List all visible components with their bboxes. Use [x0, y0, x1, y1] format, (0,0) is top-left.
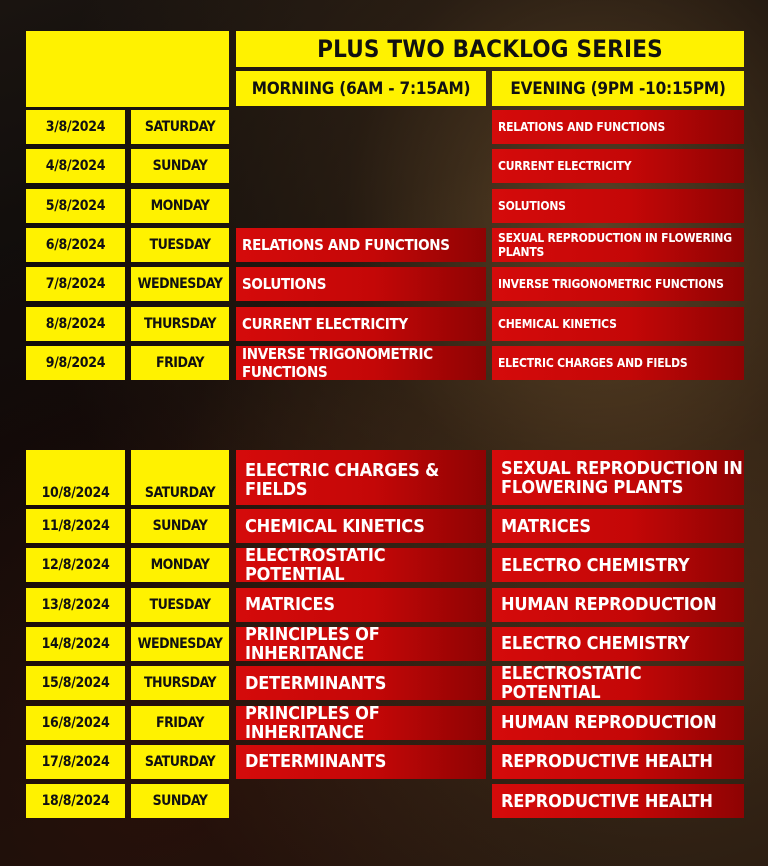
morning-subject: DETERMINANTS: [236, 745, 486, 779]
day-cell: WEDNESDAY: [131, 267, 229, 301]
day-cell: SUNDAY: [131, 149, 229, 183]
evening-subject: REPRODUCTIVE HEALTH: [492, 745, 744, 779]
day-cell: WEDNESDAY: [131, 627, 229, 661]
evening-subject: CURRENT ELECTRICITY: [492, 149, 744, 183]
day-cell: SATURDAY: [131, 110, 229, 144]
day-cell: FRIDAY: [131, 706, 229, 740]
morning-subject: INVERSE TRIGONOMETRIC FUNCTIONS: [236, 346, 486, 380]
day-cell: SUNDAY: [131, 784, 229, 818]
morning-subject: MATRICES: [236, 588, 486, 622]
date-cell: 12/8/2024: [26, 548, 125, 582]
date-cell: 4/8/2024: [26, 149, 125, 183]
date-cell: 7/8/2024: [26, 267, 125, 301]
day-cell: SUNDAY: [131, 509, 229, 543]
day-cell: TUESDAY: [131, 228, 229, 262]
evening-subject: ELECTROSTATIC POTENTIAL: [492, 666, 744, 700]
evening-column-header: EVENING (9PM -10:15PM): [492, 71, 744, 106]
morning-subject: ELECTROSTATIC POTENTIAL: [236, 548, 486, 582]
date-cell: 6/8/2024: [26, 228, 125, 262]
date-cell: 16/8/2024: [26, 706, 125, 740]
date-cell: 10/8/2024: [26, 450, 125, 505]
evening-subject: ELECTRO CHEMISTRY: [492, 548, 744, 582]
evening-subject: RELATIONS AND FUNCTIONS: [492, 110, 744, 144]
date-cell: 9/8/2024: [26, 346, 125, 380]
day-cell: THURSDAY: [131, 666, 229, 700]
date-cell: 14/8/2024: [26, 627, 125, 661]
evening-subject: INVERSE TRIGONOMETRIC FUNCTIONS: [492, 267, 744, 301]
morning-subject: PRINCIPLES OF INHERITANCE: [236, 627, 486, 661]
day-cell: TUESDAY: [131, 588, 229, 622]
date-cell: 13/8/2024: [26, 588, 125, 622]
evening-subject: ELECTRO CHEMISTRY: [492, 627, 744, 661]
day-cell: FRIDAY: [131, 346, 229, 380]
evening-subject: SOLUTIONS: [492, 189, 744, 223]
date-cell: 15/8/2024: [26, 666, 125, 700]
evening-subject: CHEMICAL KINETICS: [492, 307, 744, 341]
morning-subject: DETERMINANTS: [236, 666, 486, 700]
evening-subject: SEXUAL REPRODUCTION IN FLOWERING PLANTS: [492, 228, 744, 262]
page-title: PLUS TWO BACKLOG SERIES: [236, 31, 744, 67]
evening-subject: REPRODUCTIVE HEALTH: [492, 784, 744, 818]
day-cell: SATURDAY: [131, 450, 229, 505]
date-cell: 18/8/2024: [26, 784, 125, 818]
evening-subject: HUMAN REPRODUCTION: [492, 706, 744, 740]
morning-column-header: MORNING (6AM - 7:15AM): [236, 71, 486, 106]
morning-subject: SOLUTIONS: [236, 267, 486, 301]
date-cell: 17/8/2024: [26, 745, 125, 779]
date-cell: 8/8/2024: [26, 307, 125, 341]
date-cell: 5/8/2024: [26, 189, 125, 223]
morning-subject: ELECTRIC CHARGES & FIELDS: [236, 450, 486, 505]
evening-subject: SEXUAL REPRODUCTION IN FLOWERING PLANTS: [492, 450, 744, 505]
evening-subject: ELECTRIC CHARGES AND FIELDS: [492, 346, 744, 380]
date-cell: 3/8/2024: [26, 110, 125, 144]
day-cell: MONDAY: [131, 548, 229, 582]
day-cell: SATURDAY: [131, 745, 229, 779]
morning-subject: PRINCIPLES OF INHERITANCE: [236, 706, 486, 740]
corner-block: [26, 31, 229, 107]
date-cell: 11/8/2024: [26, 509, 125, 543]
morning-subject: CURRENT ELECTRICITY: [236, 307, 486, 341]
morning-subject: CHEMICAL KINETICS: [236, 509, 486, 543]
morning-subject: RELATIONS AND FUNCTIONS: [236, 228, 486, 262]
day-cell: THURSDAY: [131, 307, 229, 341]
evening-subject: HUMAN REPRODUCTION: [492, 588, 744, 622]
evening-subject: MATRICES: [492, 509, 744, 543]
day-cell: MONDAY: [131, 189, 229, 223]
